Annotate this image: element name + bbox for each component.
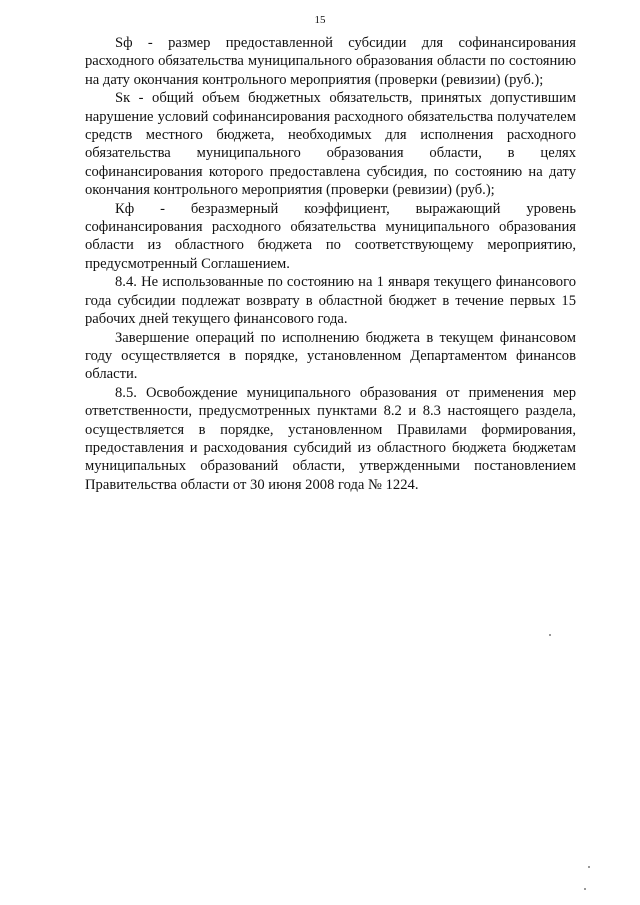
paragraph-clause-8-4: 8.4. Не использованные по состоянию на 1 января текущего финансового года субсидии подлежат возврату в областной бюджет в течение первых 15 рабочих дней текущего финансового года. xyxy=(85,274,576,328)
scan-speck xyxy=(584,888,586,890)
scan-speck xyxy=(549,634,551,636)
paragraph-kf-definition: Кф - безразмерный коэффициент, выражающий уровень софинансирования расходного обязательства муниципального образования области из областного бюджета по соответствующему мероприятию, предусмотренный Соглашением. xyxy=(85,200,576,272)
paragraph-sf-definition: Sф - размер предоставленной субсидии для софинансирования расходного обязательства муниципального образования области по состоянию на дату окончания контрольного мероприятия (проверки (ревизии) (руб.); xyxy=(85,35,576,88)
document-body xyxy=(85,34,576,494)
paragraph-sk-definition: Sк - общий объем бюджетных обязательств, принятых допустившим нарушение условий софинансирования расходного обязательства получателем средств местного бюджета, необходимых для исполнения расходного обязательства муниципального образования области, в целях софинансирования которого предоставлена субсидия, по состоянию на дату окончания контрольного мероприятия (проверки (ревизии) (руб.); xyxy=(85,90,576,199)
paragraph-clause-8-5: 8.5. Освобождение муниципального образования от применения мер ответственности, предусмотренных пунктами 8.2 и 8.3 настоящего раздела, осуществляется в порядке, установленном Правилами формирования, предоставления и расходования субсидий из областного бюджета бюджетам муниципальных образований области, утвержденными постановлением Правительства области от 30 июня 2008 года № 1224. xyxy=(85,384,576,493)
page-number: 15 xyxy=(314,14,326,26)
scan-speck xyxy=(588,866,590,868)
paragraph-budget-completion: Завершение операций по исполнению бюджета в текущем финансовом году осуществляется в порядке, установленном Департаментом финансов области. xyxy=(85,329,576,383)
